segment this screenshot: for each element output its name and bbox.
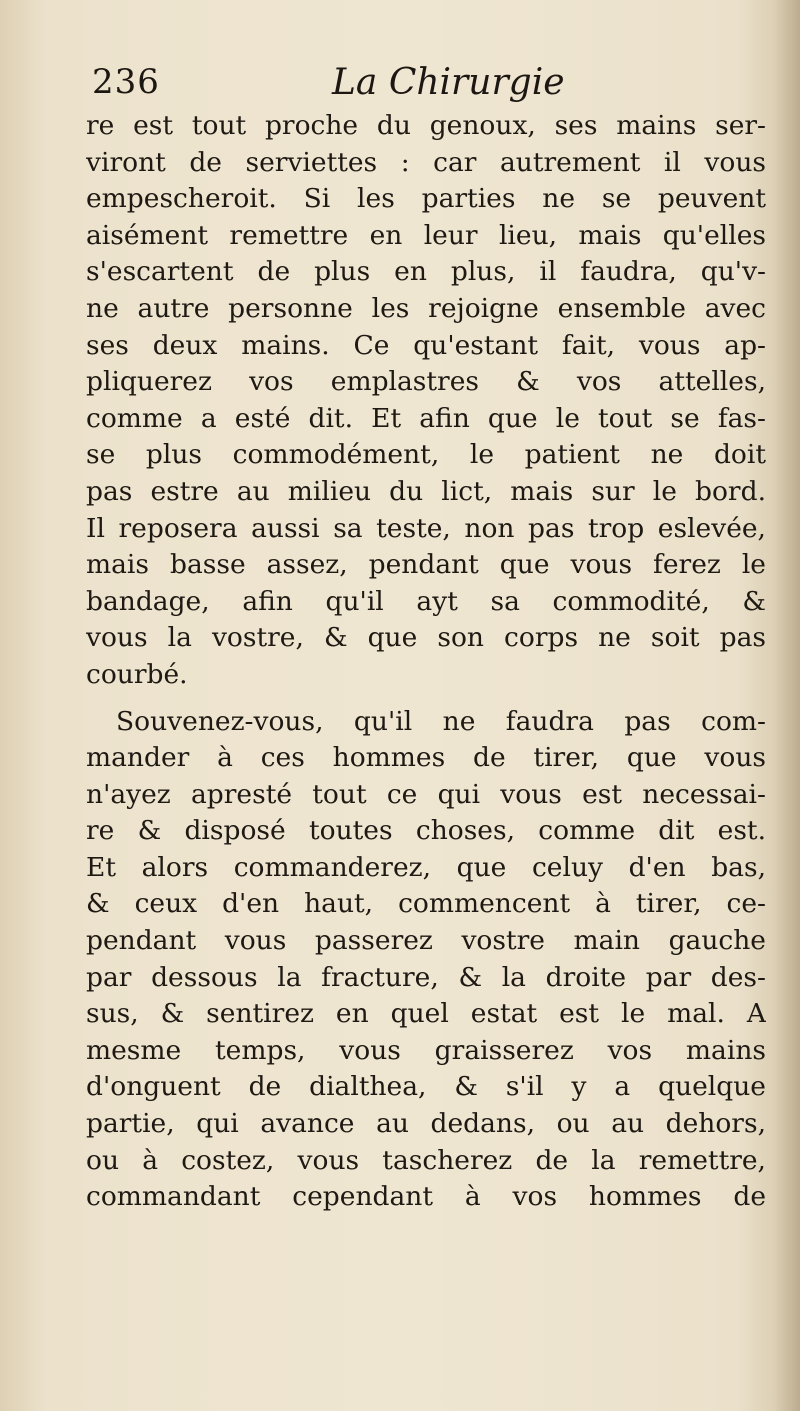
text-line: mesme temps, vous graisserez vos mains: [86, 1034, 766, 1066]
running-title: La Chirurgie: [332, 62, 565, 103]
paragraph-2: [86, 704, 766, 1216]
text-line: Et alors commanderez, que celuy d'en bas,: [86, 851, 766, 883]
text-line: re est tout proche du genoux, ses mains ser-: [86, 110, 766, 141]
text-line: mais basse assez, pendant que vous ferez le: [86, 549, 766, 581]
text-line: pendant vous passerez vostre main gauche: [86, 925, 766, 957]
text-line: aisément remettre en leur lieu, mais qu'elles: [86, 219, 766, 251]
text-line: sus, & sentirez en quel estat est le mal. A: [86, 998, 766, 1030]
text-line: d'onguent de dialthea, & s'il y a quelque: [86, 1071, 766, 1103]
paragraph-gap: [86, 694, 766, 704]
text-line: vous la vostre, & que son corps ne soit pas: [86, 622, 766, 654]
text-line: commandant cependant à vos hommes de: [86, 1181, 766, 1213]
text-line: pas estre au milieu du lict, mais sur le bord.: [86, 475, 766, 507]
text-line: s'escartent de plus en plus, il faudra, qu'v-: [86, 256, 766, 288]
text-line: pliquerez vos emplastres & vos attelles,: [86, 366, 766, 398]
text-line: comme a esté dit. Et afin que le tout se fas-: [86, 402, 766, 434]
text-line: se plus commodément, le patient ne doit: [86, 439, 766, 471]
page-header: [92, 62, 762, 112]
text-line: courbé.: [86, 658, 188, 690]
text-line: empescheroit. Si les parties ne se peuvent: [86, 183, 766, 215]
text-line: par dessous la fracture, & la droite par des-: [86, 961, 766, 993]
paragraph-1: [86, 108, 766, 694]
text-line: partie, qui avance au dedans, ou au dehors,: [86, 1108, 766, 1140]
text-line: ou à costez, vous tascherez de la remettre,: [86, 1144, 766, 1176]
text-line: ses deux mains. Ce qu'estant fait, vous ap-: [86, 329, 766, 361]
page-number: 236: [92, 62, 160, 102]
text-line: Souvenez-vous, qu'il ne faudra pas com-: [116, 705, 766, 737]
body-text: [86, 108, 766, 1216]
text-line: viront de serviettes : car autrement il vous: [86, 146, 766, 178]
text-line: n'ayez apresté tout ce qui vous est necessai-: [86, 778, 766, 810]
text-line: bandage, afin qu'il ayt sa commodité, &: [86, 585, 766, 617]
text-line: & ceux d'en haut, commencent à tirer, ce-: [86, 888, 766, 920]
page-gutter-shadow: [774, 0, 800, 1411]
text-line: mander à ces hommes de tirer, que vous: [86, 742, 766, 774]
text-line: Il reposera aussi sa teste, non pas trop eslevée,: [86, 512, 766, 544]
text-line: re & disposé toutes choses, comme dit est.: [86, 815, 766, 847]
text-line: ne autre personne les rejoigne ensemble avec: [86, 292, 766, 324]
